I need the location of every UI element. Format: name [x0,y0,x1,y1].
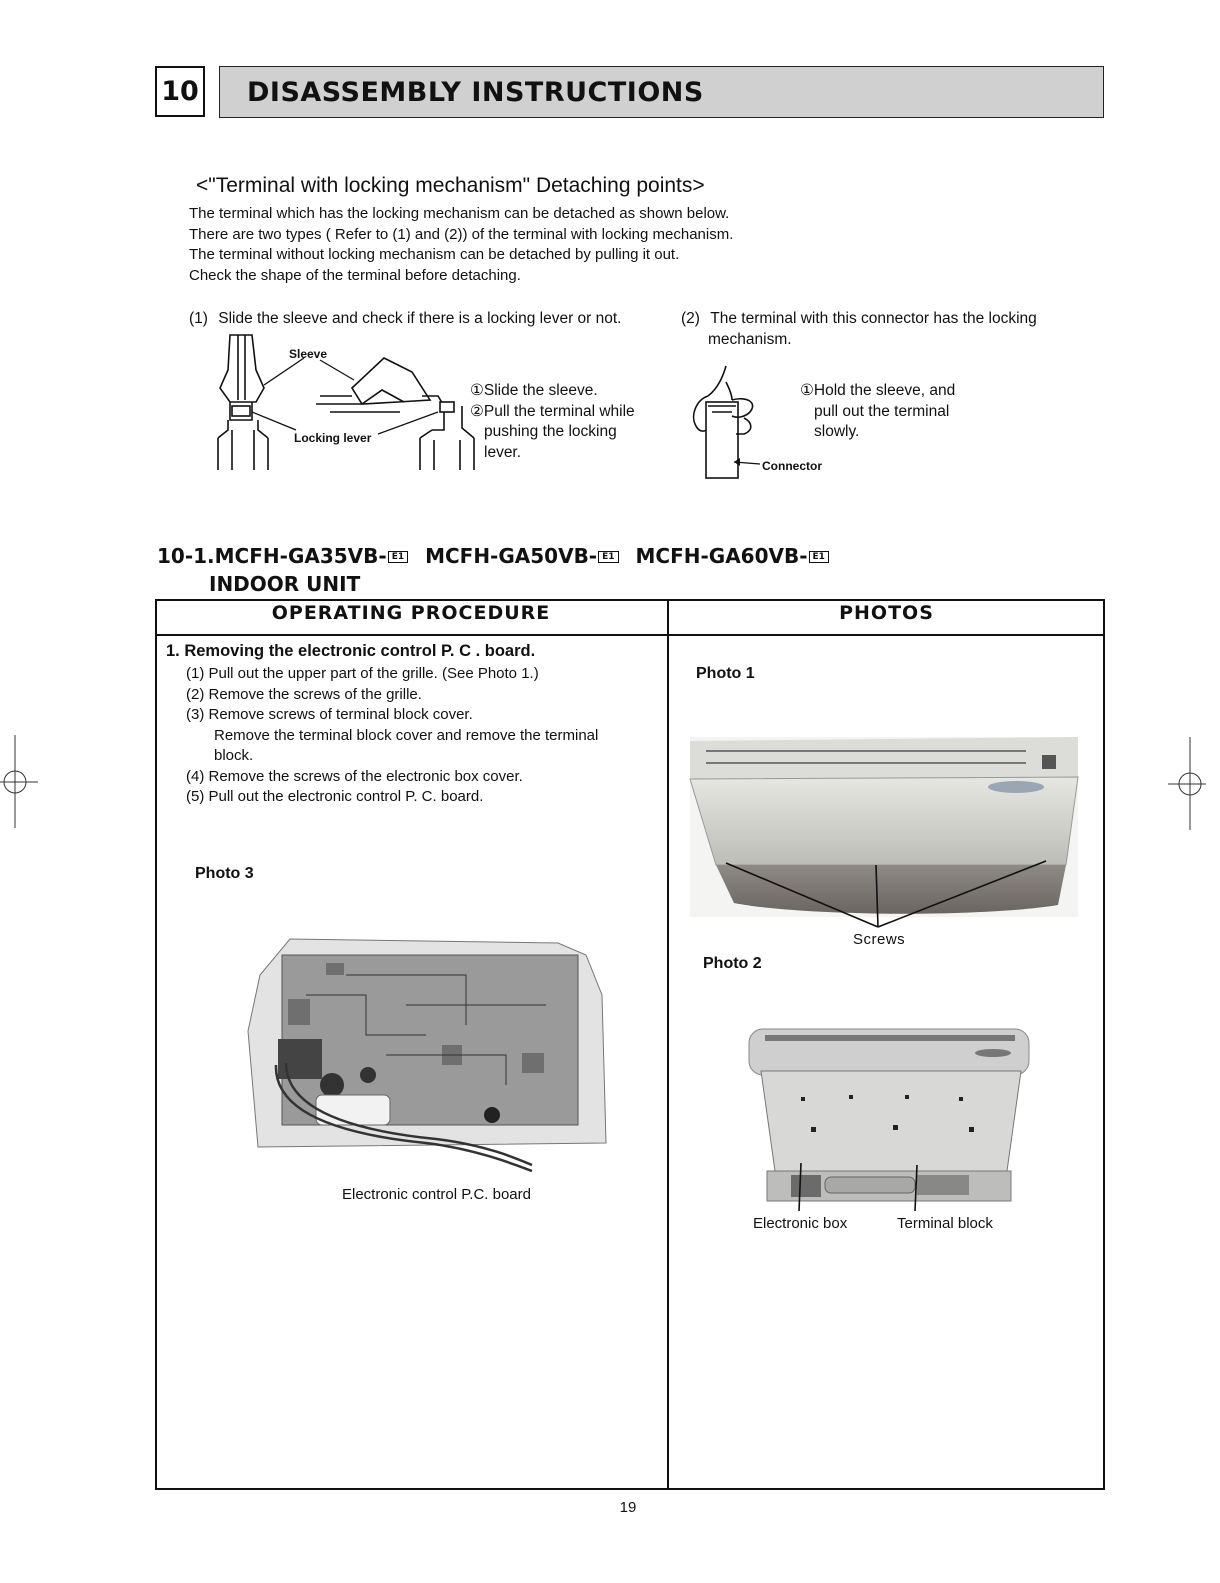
type2-number: (2) [681,310,700,327]
photo1-label: Photo 1 [696,665,755,682]
locking-heading: <"Terminal with locking mechanism" Detaching points> [196,174,705,197]
model-heading [157,542,835,598]
unit-label: INDOOR UNIT [209,572,361,596]
column-divider [667,599,669,1490]
photo2-open-unit-image [745,1023,1015,1213]
intro-line: There are two types ( Refer to (1) and (2)) of the terminal with locking mechanism. [189,225,734,243]
type1-note [189,309,622,330]
intro-line: The terminal without locking mechanism can be detached by pulling it out. [189,246,680,263]
model-name: MCFH-GA50VB- [425,544,598,568]
type2-text: The terminal with this connector has the locking [710,310,1037,327]
step-item: (3) Remove screws of terminal block cover. [186,706,473,723]
intro-line: The terminal which has the locking mechanism can be detached as shown below. [189,205,730,222]
step-item: Remove the terminal block cover and remove the terminal [214,726,599,744]
type2-note [681,309,1037,350]
model-name: MCFH-GA35VB- [214,544,387,568]
photo2-caption-electronic-box: Electronic box [753,1215,848,1232]
model-name: MCFH-GA60VB- [635,544,808,568]
col-header-photos: PHOTOS [839,602,934,624]
type1-text: Slide the sleeve and check if there is a locking lever or not. [218,310,622,327]
intro-line: Check the shape of the terminal before detaching. [189,266,521,284]
step-list [186,664,598,808]
type2-text-cont: mechanism. [708,330,792,348]
photo2-label: Photo 2 [703,955,762,972]
type1-number: (1) [189,310,208,327]
model-badge: E1 [809,551,829,563]
page-number: 19 [619,1499,637,1516]
page-title: DISASSEMBLY INSTRUCTIONS [219,66,1104,118]
locking-lever-label: Locking lever [294,431,372,445]
step-item: (1) Pull out the upper part of the grille. (See Photo 1.) [186,665,539,682]
type2-step: ①Hold the sleeve, and [800,382,956,399]
type2-steps [800,381,955,443]
model-badge: E1 [598,551,618,563]
locking-intro [189,204,733,286]
model-prefix: 10-1. [157,544,215,568]
photo3-pc-board-image [246,935,608,1180]
type2-step: slowly. [814,423,860,440]
photo2-caption-terminal-block: Terminal block [897,1215,993,1232]
sleeve-label: Sleeve [289,347,328,361]
model-badge: E1 [388,551,408,563]
type1-step: pushing the locking [484,423,617,440]
type1-step: lever. [484,443,522,461]
type1-step: ②Pull the terminal while [470,402,635,420]
photo1-caption: Screws [853,931,906,948]
connector-label: Connector [762,459,822,473]
sleeve-terminal-illustration [212,330,482,475]
step-title: 1. Removing the electronic control P. C . board. [166,642,536,660]
photo3-label: Photo 3 [195,865,254,882]
header-divider [155,634,1105,636]
step-item: block. [214,747,254,764]
type1-step: ①Slide the sleeve. [470,382,598,399]
crop-mark-right [1168,737,1208,832]
step-item: (5) Pull out the electronic control P. C. board. [186,788,484,805]
photo3-caption: Electronic control P.C. board [342,1186,531,1203]
step-item: (4) Remove the screws of the electronic box cover. [186,767,523,785]
type1-steps [470,381,635,463]
photo1-indoor-unit-image [686,735,1086,920]
section-number: 10 [155,66,205,117]
type2-step: pull out the terminal [814,402,950,420]
crop-mark-left [0,735,40,830]
col-header-procedure: OPERATING PROCEDURE [271,602,551,624]
step-item: (2) Remove the screws of the grille. [186,685,422,703]
